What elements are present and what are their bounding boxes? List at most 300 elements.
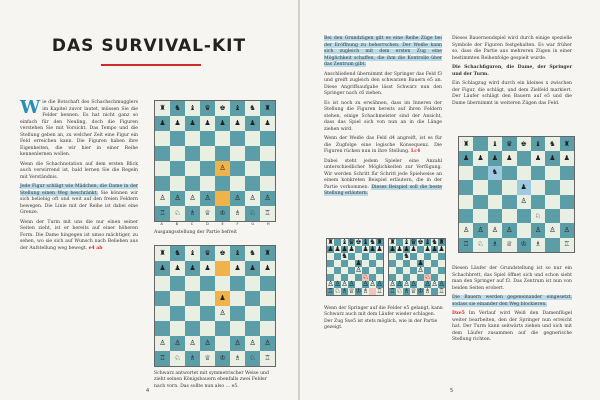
board-square: [215, 321, 230, 336]
highlighted-paragraph: [452, 295, 572, 308]
board-square: [410, 267, 417, 274]
board-square: [260, 161, 275, 176]
board-square: ♗: [403, 287, 410, 295]
board-square: [502, 180, 516, 194]
board-square: ♖: [376, 287, 383, 295]
board-square: ♙: [424, 280, 431, 288]
board-square: ♗: [362, 287, 369, 295]
highlight-text: Bei den Grundzügen gilt es eine Reihe Züge bei der Eröffnung zu beherrschen. Der Weiße kann sich zugleich mit dem ersten Zug eine Möglichkeit schaffen, die ihm die Kontrolle über das Zentrum gibt.: [324, 36, 442, 67]
board-square: [230, 276, 245, 291]
board-square: [185, 276, 200, 291]
board-square: ♟: [170, 261, 185, 276]
board-square: [517, 209, 531, 223]
board-square: ♟: [260, 261, 275, 276]
intro-text: ie die Botschaft des Schachschmugglers im Kapitel zuvor lautet, müssen Sie die Felder kennen. Es hat nicht ganz so einfach für den Neuling, doch die Figuren verstehen Sie mit Vorsicht. Das Tempo und die Stellung geben an, zu welcher Zeit eine Figur ein Feld erreichen kann. Die Figuren haben ihre Eigenheiten, die wir hier in einer Reihe kennenlernen wollen.: [20, 100, 138, 157]
board-square: [215, 176, 230, 191]
board-square: [389, 260, 396, 267]
board-square: [502, 209, 516, 223]
board-square: ♟: [327, 245, 334, 253]
board-square: [155, 306, 170, 321]
board-square: ♖: [438, 287, 445, 295]
board-square: ♞: [369, 238, 376, 246]
board-square: [155, 291, 170, 306]
board-caption: Schwarz antwortet mit symmetrischer Weise und zieht seinen Königsbauern ebenfalls zwei Felder nach vorn. Das sollte nun also … e5.: [154, 371, 269, 389]
board-square: ♟: [185, 116, 200, 131]
board-square: [369, 267, 376, 274]
board-square: ♔: [215, 351, 230, 366]
board-square: [424, 260, 431, 267]
board-square: ♙: [431, 280, 438, 288]
highlight-text: Dieses Beispiel soll die beste Stellung erläutern.: [324, 184, 442, 196]
board-square: ♟: [155, 116, 170, 131]
board-square: ♛: [200, 246, 215, 261]
board-square: ♔: [517, 238, 531, 252]
board-square: ♜: [376, 238, 383, 246]
board-square: ♞: [341, 252, 348, 260]
board-square: [260, 131, 275, 146]
board-square: ♟: [245, 116, 260, 131]
board-square: ♜: [327, 238, 334, 246]
board-square: [389, 253, 396, 260]
board-square: ♗: [531, 238, 545, 252]
board-square: ♙: [459, 223, 473, 237]
board-square: ♕: [502, 238, 516, 252]
board-square: ♟: [396, 245, 403, 253]
board-square: [200, 131, 215, 146]
board-square: [155, 131, 170, 146]
chess-board-small-2: [388, 238, 446, 296]
board-square: [170, 321, 185, 336]
board-square: [185, 176, 200, 191]
board-caption: Ausgangsstellung der Partie befreit: [154, 230, 237, 235]
board-square: ♝: [531, 137, 545, 151]
file-labels: [154, 222, 276, 226]
board-square: ♟: [334, 245, 341, 253]
board-square: ♙: [488, 223, 502, 237]
board-square: ♜: [459, 137, 473, 151]
board-square: [396, 267, 403, 274]
board-square: ♘: [531, 209, 545, 223]
board-square: ♙: [531, 223, 545, 237]
board-square: ♞: [245, 101, 260, 116]
board-square: [431, 260, 438, 267]
board-square: ♟: [438, 245, 445, 253]
paragraph-text: Dabei steht jedem Spieler eine Anzahl unterschiedlicher Möglichkeiten zur Verfügung. Wir werden Schritt für Schritt jede Spielweise an einem konkreten Beispiel erläutern, die in der Partie vorkommen.: [324, 158, 442, 190]
board-square: [185, 306, 200, 321]
file-label: A: [160, 222, 163, 226]
board-square: ♖: [260, 351, 275, 366]
file-label: C: [190, 222, 194, 226]
board-square: [438, 260, 445, 267]
board-square: ♘: [396, 287, 403, 295]
board-square: [545, 195, 559, 209]
board-square: ♖: [155, 206, 170, 221]
board-square: [327, 260, 334, 267]
board-square: ♞: [245, 246, 260, 261]
board-square: ♙: [438, 280, 445, 288]
board-square: [362, 253, 369, 260]
board-square: [170, 161, 185, 176]
board-square: [438, 253, 445, 260]
board-square: [560, 180, 574, 194]
board-square: ♜: [389, 238, 396, 246]
board-square: ♙: [341, 280, 348, 288]
board-square: [245, 306, 260, 321]
board-square: [545, 180, 559, 194]
board-square: [230, 131, 245, 146]
board-square: ♛: [410, 238, 417, 246]
board-square: ♙: [230, 336, 245, 351]
board-square: [459, 166, 473, 180]
board-square: ♗: [424, 287, 431, 295]
board-square: ♙: [362, 280, 369, 288]
board-square: [473, 195, 487, 209]
board-square: [245, 176, 260, 191]
board-square: ♚: [517, 137, 531, 151]
board-square: [334, 253, 341, 260]
board-square: ♙: [230, 191, 245, 206]
board-square: ♟: [431, 245, 438, 253]
left-page: [0, 0, 298, 400]
board-square: ♙: [245, 191, 260, 206]
board-square: ♔: [417, 287, 424, 295]
board-square: [424, 253, 431, 260]
drop-cap: W: [20, 97, 41, 118]
board-square: [200, 146, 215, 161]
board-square: [517, 166, 531, 180]
paragraph: [20, 220, 138, 253]
board-square: [403, 267, 410, 274]
board-square: [369, 253, 376, 260]
board-square: ♟: [424, 245, 431, 253]
paragraph: [324, 136, 442, 156]
paragraph: Ein Schlagzug wird durch ein kleines x zwischen der Figur, die schlägt, und dem Zielfeld markiert. Der Läufer schlägt den Bauern auf e5 und die Dame übernimmt in weiteren Zügen das Feld.: [452, 81, 572, 106]
board-square: ♞: [403, 252, 410, 260]
board-square: [473, 166, 487, 180]
board-square: ♞: [431, 238, 438, 246]
board-square: ♙: [245, 336, 260, 351]
intro-paragraph: [20, 97, 138, 159]
board-square: [473, 209, 487, 223]
board-square: ♙: [473, 223, 487, 237]
paragraph: [324, 159, 442, 198]
board-square: ♗: [185, 351, 200, 366]
board-square: [502, 166, 516, 180]
board-square: [245, 291, 260, 306]
board-square: ♖: [459, 238, 473, 252]
board-square: ♙: [389, 280, 396, 288]
board-square: [200, 176, 215, 191]
paragraph-text: Sie können wir sich beliebig oft und weit auf den freien Feldern bewegen. Die Linie mit der Reihe ist dabei eine Grenze.: [20, 190, 139, 215]
board-square: [376, 260, 383, 267]
board-square: [260, 306, 275, 321]
board-square: [185, 291, 200, 306]
page-number: 5: [450, 388, 454, 394]
board-square: [348, 260, 355, 267]
board-square: [362, 260, 369, 267]
board-square: ♝: [341, 238, 348, 246]
board-square: ♟: [362, 245, 369, 253]
board-square: ♙: [260, 191, 275, 206]
board-square: ♟: [531, 151, 545, 165]
board-square: ♞: [545, 137, 559, 151]
file-label: D: [206, 222, 209, 226]
file-label: G: [251, 222, 255, 226]
board-square: ♗: [488, 238, 502, 252]
board-square: [431, 288, 438, 295]
board-square: [200, 276, 215, 291]
board-square: ♟: [376, 245, 383, 253]
board-square: [438, 267, 445, 274]
board-square: ♝: [362, 238, 369, 246]
paragraph: Wenn die Schachnotation auf dem ersten Blick auch verwirrend ist, bald lernen Sie die Regeln mit Verständnis.: [20, 161, 138, 180]
board-square: ♙: [348, 280, 355, 288]
paragraph: Dieses Bauernendspiel wird durch einige spezielle Symbole der Figuren festgehalten. Es war früher so, dass die Partie aus mehreren Zügen in einer bestimmten Reihenfolge gespielt wurde.: [452, 36, 572, 61]
board-square: ♕: [200, 206, 215, 221]
board-square: [245, 276, 260, 291]
right-text-column-a: [324, 36, 442, 201]
left-text-column: [20, 97, 139, 255]
highlight-text: Jede Figur schlägt wie Mädchen, die Dame in der Stellung einen Weg beschränkt.: [20, 184, 138, 196]
board-square: [341, 260, 348, 267]
board-square: [170, 131, 185, 146]
board-square: ♟: [355, 259, 362, 267]
board-square: [341, 267, 348, 274]
board-square: ♞: [170, 246, 185, 261]
board-square: [502, 195, 516, 209]
board-square: ♝: [488, 137, 502, 151]
board-square: ♚: [417, 238, 424, 246]
board-square: ♙: [215, 161, 230, 176]
board-square: ♖: [389, 287, 396, 295]
board-square: [200, 291, 215, 306]
board-square: ♛: [348, 238, 355, 246]
board-square: ♜: [155, 246, 170, 261]
board-square: ♙: [545, 223, 559, 237]
chess-board-small-1: [326, 238, 384, 296]
board-square: ♙: [155, 336, 170, 351]
chapter-title: DAS SURVIVAL-KIT: [51, 36, 247, 56]
board-square: [215, 131, 230, 146]
board-square: ♟: [245, 261, 260, 276]
board-square: ♞: [170, 101, 185, 116]
board-square: ♟: [185, 261, 200, 276]
board-square: ♙: [376, 280, 383, 288]
board-square: ♘: [170, 351, 185, 366]
board-square: [348, 267, 355, 274]
paragraph: [452, 311, 572, 344]
board-square: [327, 267, 334, 274]
board-square: ♟: [389, 245, 396, 253]
board-square: ♙: [260, 336, 275, 351]
file-label: F: [236, 222, 239, 226]
board-square: [170, 276, 185, 291]
board-square: [355, 246, 362, 253]
board-square: ♙: [560, 223, 574, 237]
board-square: [560, 195, 574, 209]
board-square: [560, 166, 574, 180]
board-square: [531, 180, 545, 194]
board-square: [230, 146, 245, 161]
board-square: ♟: [215, 291, 230, 306]
board-square: ♝: [230, 246, 245, 261]
board-square: [230, 176, 245, 191]
page-number: 4: [146, 388, 150, 394]
board-square: ♜: [155, 101, 170, 116]
board-square: [215, 146, 230, 161]
board-square: ♚: [215, 246, 230, 261]
board-square: ♜: [438, 238, 445, 246]
board-square: [473, 180, 487, 194]
diagram-caption: Wenn der Springer auf die Felder e5 gelangt, kann Schwarz auch mit dem Läufer wieder schlagen. Der Zug Sxe5 ist stets möglich, wie in der Partie gezeigt.: [324, 306, 443, 330]
board-square: ♝: [424, 238, 431, 246]
paragraph-text: Wenn der Turm mit uns die nur einen seiner Seiten zieht, ist er bereits auf einer höheren Form. Die Dame hingegen ist umso mächtiger, zu sehen, wo sie sich auf Wunsch nach Belieben aus der Aufstellung weg bewegt.: [20, 219, 138, 251]
file-label: B: [175, 222, 179, 226]
board-square: [369, 260, 376, 267]
board-square: ♘: [170, 206, 185, 221]
board-square: [155, 146, 170, 161]
board-square: [260, 291, 275, 306]
board-square: [245, 321, 260, 336]
board-square: [488, 180, 502, 194]
right-page: [300, 0, 600, 400]
board-square: ♙: [334, 280, 341, 288]
title-rule: [101, 64, 201, 66]
file-label: H: [266, 222, 270, 226]
board-square: ♟: [230, 116, 245, 131]
board-square: [473, 137, 487, 151]
board-square: [260, 146, 275, 161]
board-square: ♗: [230, 351, 245, 366]
board-square: ♙: [517, 195, 531, 209]
board-square: ♟: [488, 151, 502, 165]
board-square: [488, 195, 502, 209]
board-square: ♕: [200, 351, 215, 366]
board-square: ♙: [185, 336, 200, 351]
board-square: [215, 191, 230, 206]
board-square: ♙: [200, 336, 215, 351]
board-square: ♞: [488, 166, 502, 180]
board-square: ♟: [348, 245, 355, 253]
board-square: ♖: [260, 206, 275, 221]
board-square: [459, 209, 473, 223]
board-square: [334, 267, 341, 274]
board-square: [260, 321, 275, 336]
board-square: [369, 288, 376, 295]
board-square: [396, 253, 403, 260]
board-square: ♟: [200, 261, 215, 276]
board-square: [155, 276, 170, 291]
board-square: ♗: [185, 206, 200, 221]
board-square: ♙: [355, 266, 362, 274]
board-square: [155, 176, 170, 191]
board-square: [245, 146, 260, 161]
board-square: [531, 195, 545, 209]
board-square: [230, 161, 245, 176]
board-square: [245, 131, 260, 146]
board-square: ♘: [245, 206, 260, 221]
board-square: ♙: [327, 280, 334, 288]
board-square: ♛: [200, 101, 215, 116]
board-square: ♟: [417, 259, 424, 267]
board-square: ♙: [369, 280, 376, 288]
board-square: [488, 209, 502, 223]
board-square: ♚: [355, 238, 362, 246]
chess-board-2: [154, 245, 276, 367]
board-square: [230, 321, 245, 336]
board-square: [170, 291, 185, 306]
board-square: ♟: [155, 261, 170, 276]
board-square: [185, 131, 200, 146]
board-square: ♜: [260, 101, 275, 116]
board-square: ♙: [403, 280, 410, 288]
board-square: ♝: [403, 238, 410, 246]
board-square: [355, 274, 362, 281]
board-square: [155, 161, 170, 176]
board-square: [459, 195, 473, 209]
move-notation: Dxe5: [452, 311, 465, 316]
board-square: ♟: [473, 151, 487, 165]
board-square: [215, 276, 230, 291]
board-square: [185, 161, 200, 176]
highlighted-paragraph: [20, 184, 138, 217]
board-square: [185, 321, 200, 336]
board-square: [403, 260, 410, 267]
board-square: ♙: [170, 336, 185, 351]
board-square: [396, 260, 403, 267]
board-square: [215, 336, 230, 351]
board-square: ♙: [185, 191, 200, 206]
board-square: [170, 146, 185, 161]
board-square: [531, 166, 545, 180]
board-square: [376, 267, 383, 274]
board-square: ♝: [185, 246, 200, 261]
board-square: [185, 146, 200, 161]
board-square: [545, 209, 559, 223]
board-square: ♘: [473, 238, 487, 252]
board-square: ♟: [545, 151, 559, 165]
board-square: [410, 253, 417, 260]
board-square: ♜: [560, 137, 574, 151]
board-square: ♗: [341, 287, 348, 295]
board-square: ♛: [502, 137, 516, 151]
board-square: [260, 176, 275, 191]
board-square: [245, 161, 260, 176]
board-square: [215, 261, 230, 276]
board-square: ♖: [155, 351, 170, 366]
board-square: [334, 260, 341, 267]
chess-board-1: [154, 100, 276, 222]
board-square: ♘: [424, 273, 431, 281]
board-square: ♜: [260, 246, 275, 261]
board-square: ♗: [230, 206, 245, 221]
board-square: [200, 161, 215, 176]
board-square: ♕: [348, 287, 355, 295]
board-square: ♟: [200, 116, 215, 131]
board-square: ♝: [185, 101, 200, 116]
board-square: [431, 253, 438, 260]
board-square: [545, 166, 559, 180]
board-square: ♖: [560, 238, 574, 252]
board-square: ♙: [502, 223, 516, 237]
board-square: [200, 306, 215, 321]
board-square: [545, 238, 559, 252]
board-square: ♟: [260, 116, 275, 131]
board-square: ♙: [215, 306, 230, 321]
board-square: [517, 151, 531, 165]
board-square: ♙: [155, 191, 170, 206]
board-square: ♝: [230, 101, 245, 116]
